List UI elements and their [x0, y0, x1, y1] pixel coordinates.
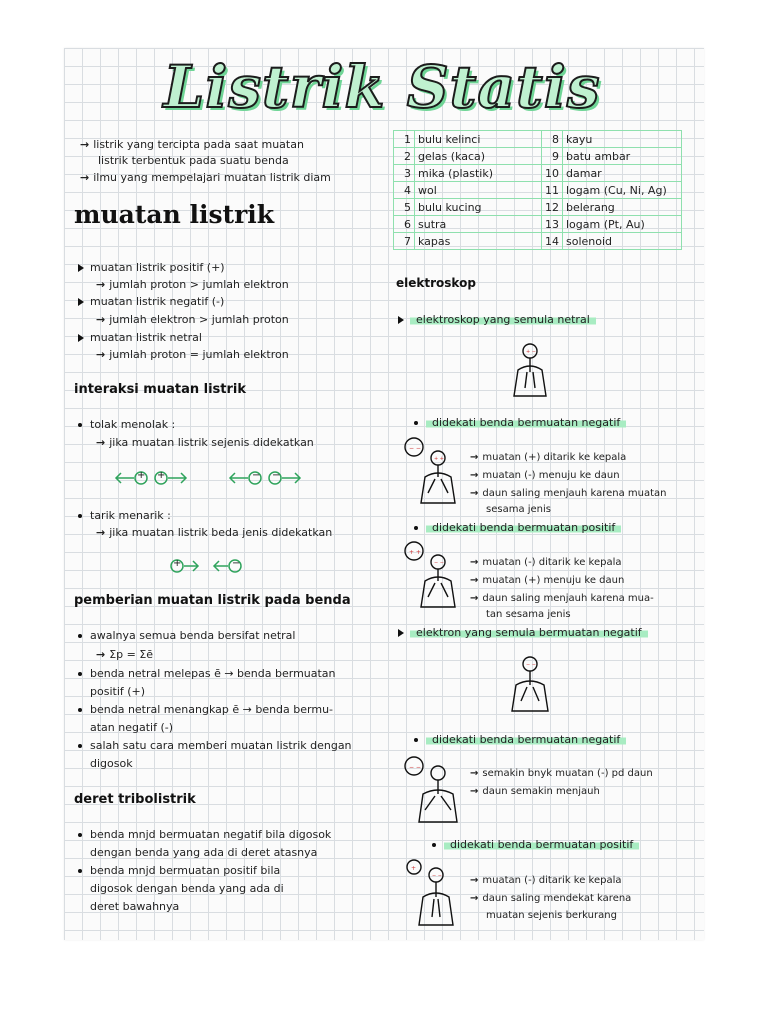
table-cell: kayu: [563, 131, 682, 148]
elektroskop-negatif-title: elektron yang semula bermuatan negatif: [398, 626, 648, 640]
svg-text:− −: − −: [434, 560, 444, 566]
table-cell: kapas: [415, 233, 542, 250]
charge-symbol: +: [157, 470, 166, 481]
muatan-item: → jumlah proton = jumlah elektron: [96, 348, 289, 361]
case2-line: tan sesama jenis: [486, 609, 571, 620]
section-heading-pemberian: pemberian muatan listrik pada benda: [74, 593, 351, 608]
table-row: [394, 233, 682, 250]
table-row: [394, 165, 682, 182]
case1-line: sesama jenis: [486, 504, 552, 515]
case4-title: didekati benda bermuatan positif: [432, 838, 639, 852]
pemberian-item: atan negatif (-): [90, 721, 174, 734]
charge-symbol: −: [272, 470, 281, 481]
table-cell: bulu kucing: [415, 199, 542, 216]
table-cell: 3: [394, 165, 415, 182]
muatan-item: muatan listrik netral: [78, 331, 202, 345]
charge-symbol: −: [252, 470, 261, 481]
section-heading-elektroskop: elektroskop: [396, 276, 476, 290]
repel-plus-icon: [114, 469, 190, 487]
table-cell: mika (plastik): [415, 165, 542, 182]
deret-item: benda mnjd bermuatan positif bila: [78, 864, 280, 878]
table-cell: batu ambar: [563, 148, 682, 165]
case2-line: → muatan (-) ditarik ke kepala: [470, 557, 622, 568]
table-row: [394, 131, 682, 148]
svg-text:− −: − −: [432, 873, 442, 879]
pemberian-item: benda netral menangkap ē → benda bermu-: [78, 703, 333, 717]
case2-title: didekati benda bermuatan positif: [414, 521, 621, 535]
attract-icon: [168, 557, 244, 575]
table-cell: 11: [542, 182, 563, 199]
charge-symbol: −: [232, 558, 241, 569]
section-heading-deret: deret tribolistrik: [74, 792, 196, 807]
svg-text:+ +: + +: [434, 456, 444, 462]
svg-text:+ +: + +: [409, 549, 421, 556]
svg-text:+: +: [411, 865, 417, 872]
table-cell: 10: [542, 165, 563, 182]
pemberian-item: salah satu cara memberi muatan listrik dengan: [78, 739, 352, 753]
table-cell: logam (Pt, Au): [563, 216, 682, 233]
electroscope-negative-near-icon: [403, 433, 463, 505]
case3-line: → semakin bnyk muatan (-) pd daun: [470, 768, 653, 779]
table-cell: solenoid: [563, 233, 682, 250]
case1-line: → daun saling menjauh karena muatan: [470, 488, 667, 499]
deret-item: dengan benda yang ada di deret atasnya: [90, 846, 318, 859]
charge-symbol: +: [173, 558, 182, 569]
case4-line: → daun saling mendekat karena: [470, 893, 632, 904]
case3-title: didekati benda bermuatan negatif: [414, 733, 626, 747]
electroscope-positive-discharge-icon: [403, 855, 463, 927]
section-heading-muatan: muatan listrik: [74, 200, 275, 229]
tolak-label: tolak menolak :: [78, 418, 175, 432]
section-heading-interaksi: interaksi muatan listrik: [74, 382, 247, 397]
table-row: [394, 182, 682, 199]
svg-text:+ −: + −: [526, 349, 536, 355]
electroscope-charged-icon: [508, 655, 552, 713]
charge-symbol: +: [137, 470, 146, 481]
table-cell: 4: [394, 182, 415, 199]
electroscope-neutral-icon: [508, 342, 552, 398]
muatan-item: → jumlah elektron > jumlah proton: [96, 313, 289, 326]
table-cell: 13: [542, 216, 563, 233]
tarik-desc: → jika muatan listrik beda jenis didekatkan: [96, 526, 333, 539]
tribolistrik-table: [393, 130, 682, 250]
table-cell: 12: [542, 199, 563, 216]
case1-title: didekati benda bermuatan negatif: [414, 416, 626, 430]
table-cell: 9: [542, 148, 563, 165]
case1-line: → muatan (+) ditarik ke kepala: [470, 452, 627, 463]
svg-text:− −: − −: [526, 662, 536, 668]
tolak-desc: → jika muatan listrik sejenis didekatkan: [96, 436, 314, 449]
pemberian-item: positif (+): [90, 685, 146, 698]
intro-line-3: → ilmu yang mempelajari muatan listrik diam: [80, 171, 331, 184]
muatan-item: muatan listrik negatif (-): [78, 295, 224, 309]
table-cell: damar: [563, 165, 682, 182]
deret-item: deret bawahnya: [90, 900, 180, 913]
table-cell: 7: [394, 233, 415, 250]
table-cell: gelas (kaca): [415, 148, 542, 165]
intro-line-2: listrik terbentuk pada suatu benda: [98, 154, 289, 167]
pemberian-item: awalnya semua benda bersifat netral: [78, 629, 295, 643]
table-cell: bulu kelinci: [415, 131, 542, 148]
muatan-item: muatan listrik positif (+): [78, 261, 225, 275]
table-cell: 2: [394, 148, 415, 165]
case1-line: → muatan (-) menuju ke daun: [470, 470, 620, 481]
table-cell: 1: [394, 131, 415, 148]
table-cell: 6: [394, 216, 415, 233]
elektroskop-netral-title: elektroskop yang semula netral: [398, 313, 596, 327]
svg-text:− −: − −: [409, 445, 421, 452]
deret-item: digosok dengan benda yang ada di: [90, 882, 284, 895]
table-row: [394, 148, 682, 165]
case2-line: → muatan (+) menuju ke daun: [470, 575, 625, 586]
deret-item: benda mnjd bermuatan negatif bila digosok: [78, 828, 331, 842]
case2-line: → daun saling menjauh karena mua-: [470, 593, 654, 604]
svg-text:− −: − −: [409, 764, 421, 771]
electroscope-positive-near-icon: [403, 537, 463, 609]
muatan-item: → jumlah proton > jumlah elektron: [96, 278, 289, 291]
pemberian-item: benda netral melepas ē → benda bermuatan: [78, 667, 336, 681]
intro-line-1: → listrik yang tercipta pada saat muatan: [80, 138, 304, 151]
pemberian-item: digosok: [90, 757, 133, 770]
table-cell: wol: [415, 182, 542, 199]
case3-line: → daun semakin menjauh: [470, 786, 600, 797]
table-cell: 5: [394, 199, 415, 216]
case4-line: muatan sejenis berkurang: [486, 910, 617, 921]
tarik-label: tarik menarik :: [78, 509, 171, 523]
pemberian-item: → Σp = Σē: [96, 648, 154, 661]
case4-line: → muatan (-) ditarik ke kepala: [470, 875, 622, 886]
table-cell: logam (Cu, Ni, Ag): [563, 182, 682, 199]
repel-minus-icon: [228, 469, 304, 487]
table-row: [394, 199, 682, 216]
electroscope-negative-more-icon: [403, 752, 463, 824]
table-cell: 14: [542, 233, 563, 250]
table-cell: 8: [542, 131, 563, 148]
page-title: Listrik Statis: [163, 53, 601, 121]
table-cell: belerang: [563, 199, 682, 216]
table-cell: sutra: [415, 216, 542, 233]
table-row: [394, 216, 682, 233]
